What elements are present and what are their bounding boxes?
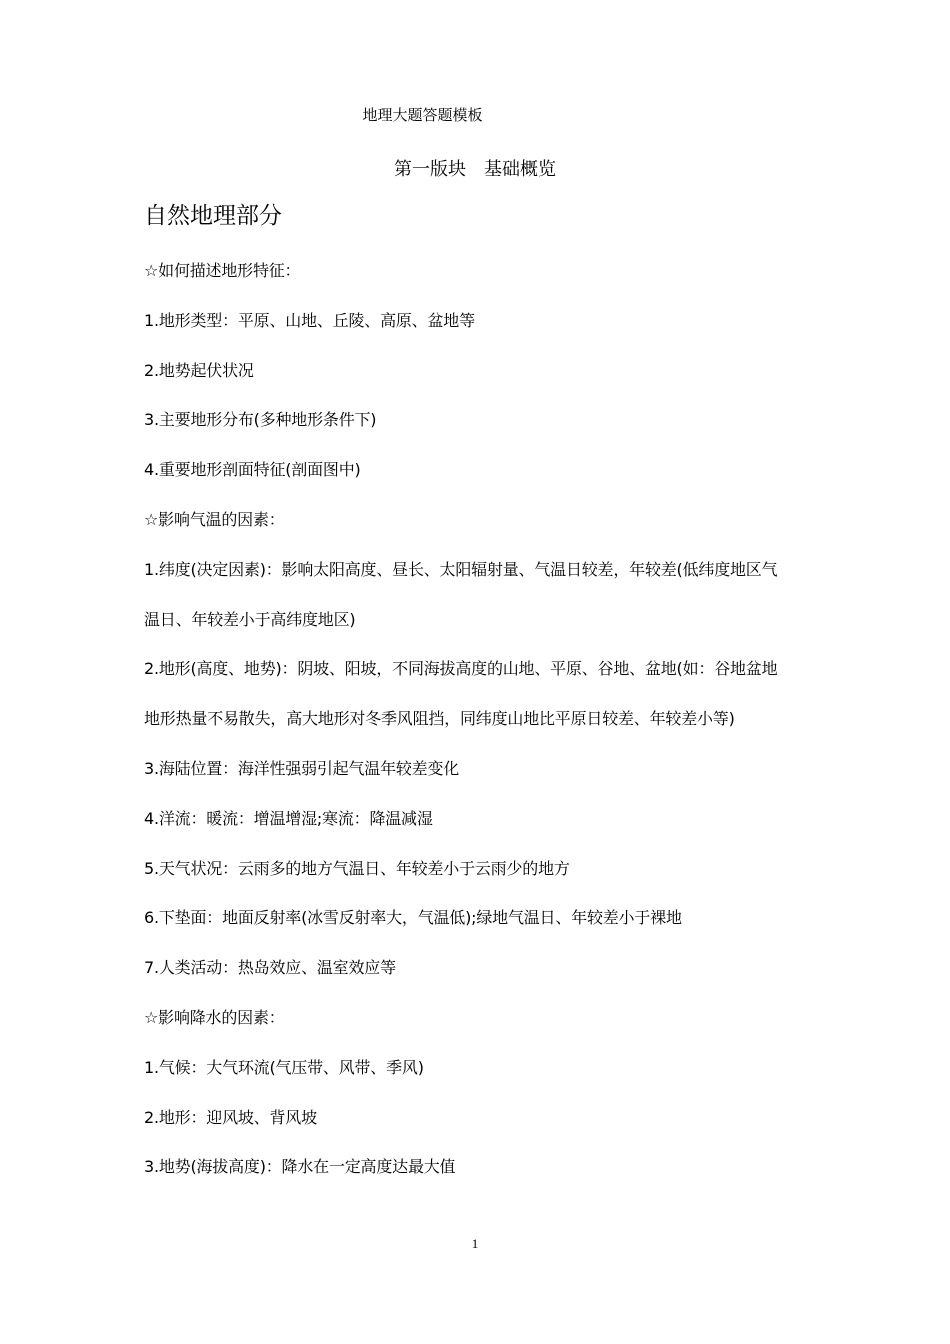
text-line: 1.气候：大气环流(气压带、风带、季风) (144, 1057, 424, 1077)
text-line: 6.下垫面：地面反射率(冰雪反射率大，气温低);绿地气温日、年较差小于裸地 (144, 908, 682, 928)
page-number: 1 (471, 1236, 479, 1251)
text-line: 4.重要地形剖面特征(剖面图中) (144, 460, 361, 480)
heading-precipitation-factors: ☆影响降水的因素： (144, 1007, 285, 1027)
text-line: 3.主要地形分布(多种地形条件下) (144, 410, 377, 430)
text-line: 7.人类活动：热岛效应、温室效应等 (144, 958, 396, 978)
text-line: 2.地势起伏状况 (144, 360, 254, 380)
section-title: 第一版块 基础概览 (394, 159, 556, 180)
text-line: 温日、年较差小于高纬度地区) (144, 609, 356, 629)
text-line: 2.地形：迎风坡、背风坡 (144, 1107, 317, 1127)
text-line: 2.地形(高度、地势)：阴坡、阳坡，不同海拔高度的山地、平原、谷地、盆地(如：谷地盆地 (144, 659, 778, 679)
document-title: 地理大题答题模板 (362, 106, 483, 124)
text-line: 1.纬度(决定因素)：影响太阳高度、昼长、太阳辐射量、气温日较差，年较差(低纬度地区气 (144, 559, 778, 579)
text-line: 3.地势(海拔高度)：降水在一定高度达最大值 (144, 1157, 456, 1177)
text-line: 4.洋流：暖流：增温增湿;寒流：降温减湿 (144, 808, 433, 828)
heading-terrain-features: ☆如何描述地形特征： (144, 261, 301, 280)
part-heading: 自然地理部分 (144, 203, 282, 229)
heading-temperature-factors: ☆影响气温的因素： (144, 509, 285, 529)
text-line: 1.地形类型：平原、山地、丘陵、高原、盆地等 (144, 310, 475, 330)
text-line: 5.天气状况：云雨多的地方气温日、年较差小于云雨少的地方 (144, 858, 570, 878)
text-line: 地形热量不易散失，高大地形对冬季风阻挡，同纬度山地比平原日较差、年较差小等) (144, 709, 735, 729)
body-text (144, 258, 814, 1204)
text-line: 3.海陆位置：海洋性强弱引起气温年较差变化 (144, 758, 460, 778)
